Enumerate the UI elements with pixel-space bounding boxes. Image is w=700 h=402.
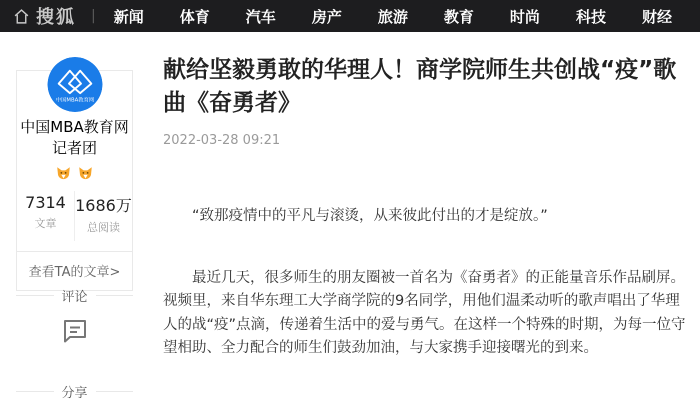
divider-line bbox=[96, 295, 134, 296]
author-profile-card bbox=[16, 70, 133, 291]
comment-icon[interactable] bbox=[61, 317, 89, 345]
share-section-header bbox=[16, 382, 133, 401]
author-stats bbox=[17, 191, 132, 241]
divider-line bbox=[96, 391, 134, 392]
view-author-articles-button[interactable]: 查看TA的文章> bbox=[17, 251, 132, 290]
nav-item-education[interactable]: 教育 bbox=[443, 7, 474, 26]
share-section-label: 分享 bbox=[61, 386, 88, 401]
author-name[interactable]: 中国MBA教育网记者团 bbox=[20, 118, 129, 157]
articles-label: 文章 bbox=[34, 217, 57, 230]
nav-item-auto[interactable]: 汽车 bbox=[245, 7, 276, 26]
article-date: 2022-03-28 09:21 bbox=[163, 133, 281, 148]
avatar-caption: 中国MBA教育网 bbox=[55, 97, 94, 104]
home-icon[interactable] bbox=[13, 8, 30, 25]
stat-total-reads bbox=[75, 191, 132, 241]
article-title: 献给坚毅勇敢的华理人！商学院师生共创战“疫”歌曲《奋勇者》 bbox=[163, 57, 677, 116]
article-quote: “致那疫情中的平凡与滚烫，从来彼此付出的才是绽放。” bbox=[192, 208, 548, 224]
author-avatar[interactable] bbox=[47, 57, 102, 112]
comment-button[interactable] bbox=[16, 317, 133, 345]
nav-separator: | bbox=[91, 8, 96, 24]
nav-item-fashion[interactable]: 时尚 bbox=[509, 7, 540, 26]
nav-menu bbox=[96, 6, 700, 27]
nav-item-finance[interactable]: 财经 bbox=[641, 7, 672, 26]
nav-item-realestate[interactable]: 房产 bbox=[311, 7, 342, 26]
article-paragraph: 最近几天，很多师生的朋友圈被一首名为《奋勇者》的正能量音乐作品刷屏。视频里，来自华东理工大学商学院的9名同学，用他们温柔动听的歌声唱出了华理人的战“疫”点滴，传递着生活中的爱与勇气。在这样一个特殊的时期，为每一位守望相助、全力配合的师生们鼓劲加油，与大家携手迎接曙光的到来。 bbox=[163, 269, 686, 356]
top-navigation-bar bbox=[0, 0, 700, 32]
article-content bbox=[163, 54, 686, 361]
reads-count: 1686万 bbox=[75, 196, 132, 215]
sohu-logo-text[interactable]: 搜狐 bbox=[36, 7, 76, 28]
share-section bbox=[16, 382, 133, 401]
nav-item-travel[interactable]: 旅游 bbox=[377, 7, 408, 26]
comment-section-header bbox=[16, 286, 133, 305]
comment-section-label: 评论 bbox=[61, 290, 88, 305]
stat-articles bbox=[17, 191, 75, 241]
nav-item-tech[interactable]: 科技 bbox=[575, 7, 606, 26]
nav-item-news[interactable]: 新闻 bbox=[113, 7, 144, 26]
reads-label: 总阅读 bbox=[87, 221, 120, 234]
divider-line bbox=[16, 295, 54, 296]
fox-badge-icon bbox=[56, 166, 71, 181]
articles-count: 7314 bbox=[25, 193, 66, 212]
nav-item-sports[interactable]: 体育 bbox=[179, 7, 210, 26]
sohu-logo[interactable] bbox=[0, 3, 96, 29]
fox-badge-icon bbox=[78, 166, 93, 181]
divider-line bbox=[16, 391, 54, 392]
comment-section bbox=[16, 286, 133, 345]
author-badges bbox=[17, 166, 132, 181]
